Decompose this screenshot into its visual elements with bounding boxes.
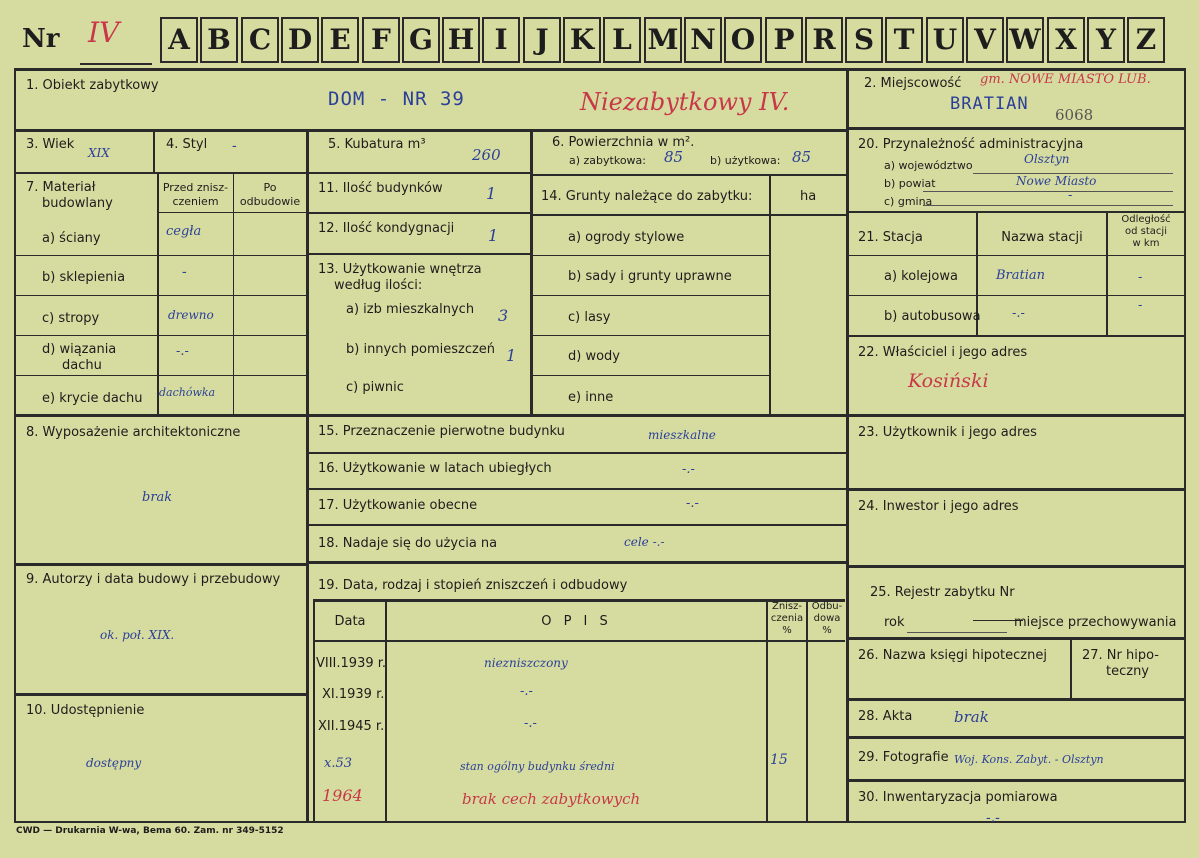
field-14c-label: c) lasy — [568, 310, 611, 325]
field-6b-value: 85 — [792, 148, 812, 166]
field-30-value: -.- — [986, 810, 1000, 826]
letter-tab: B — [200, 17, 238, 63]
letter-tab: S — [845, 17, 883, 63]
letter-tab: O — [724, 17, 762, 63]
field-20c-label: c) gmina — [884, 195, 933, 208]
field-29-label: 29. Fotografie — [858, 750, 949, 765]
field-7e-value: dachówka — [159, 386, 216, 399]
field-21-col-dist-3: w km — [1132, 238, 1160, 249]
field-19-col-rebuild-2: dowa — [813, 613, 841, 624]
field-1-note: Niezabytkowy IV. — [580, 88, 790, 116]
divider — [849, 565, 1184, 568]
field-19-col-destr: Znisz- — [771, 601, 803, 612]
printer-imprint: CWD — Drukarnia W-wa, Bema 60. Zam. nr 349-5152 — [16, 826, 284, 836]
field-19-col-date: Data — [334, 614, 366, 629]
field-7-col-before: Przed znisz- — [162, 181, 229, 194]
field-14e-label: e) inne — [568, 390, 614, 405]
field-19-row-2-date: XI.1939 r. — [322, 687, 385, 702]
field-20b-value: Nowe Miasto — [1016, 174, 1097, 188]
field-19-row-2-desc: -.- — [520, 684, 533, 699]
field-17-value: -.- — [686, 496, 699, 511]
field-13c-label: c) piwnic — [346, 380, 404, 395]
field-29-value: Woj. Kons. Zabyt. - Olsztyn — [954, 753, 1104, 766]
letter-tab: M — [644, 17, 682, 63]
field-18-value: cele -.- — [624, 535, 665, 549]
divider — [849, 488, 1184, 491]
divider — [14, 295, 308, 296]
field-19-row-3-date: XII.1945 r. — [318, 719, 385, 734]
field-6-label: 6. Powierzchnia w m². — [552, 135, 695, 150]
letter-tab: A — [160, 17, 198, 63]
divider — [309, 452, 846, 454]
field-21a-label: a) kolejowa — [884, 269, 958, 284]
field-28-value: brak — [954, 708, 989, 726]
divider — [849, 736, 1184, 739]
field-19-row-4-pct: 15 — [770, 752, 788, 768]
field-23-label: 23. Użytkownik i jego adres — [858, 425, 1037, 440]
field-19-row-1-date: VIII.1939 r. — [316, 656, 387, 671]
divider — [849, 255, 1184, 256]
field-19-col-destr-3: % — [782, 625, 792, 636]
divider — [849, 637, 1184, 640]
letter-tab: U — [926, 17, 964, 63]
divider — [769, 176, 771, 416]
divider — [313, 600, 315, 822]
divider — [849, 335, 1184, 337]
letter-tab: F — [362, 17, 400, 63]
field-8-value: brak — [142, 490, 173, 505]
field-6a-label: a) zabytkowa: — [569, 154, 646, 167]
letter-tab: H — [442, 17, 480, 63]
field-7d-value: -.- — [176, 344, 189, 359]
field-1-value: DOM - NR 39 — [328, 88, 465, 110]
divider — [309, 561, 846, 564]
field-13-label-2: według ilości: — [334, 278, 423, 293]
field-19-col-desc: O P I S — [541, 614, 612, 629]
divider — [309, 253, 531, 255]
letter-tab: C — [241, 17, 279, 63]
field-16-label: 16. Użytkowanie w latach ubiegłych — [318, 461, 552, 476]
field-19-row-3-desc: -.- — [524, 716, 537, 731]
letter-tab: E — [321, 17, 359, 63]
field-15-label: 15. Przeznaczenie pierwotne budynku — [318, 424, 565, 439]
divider — [533, 295, 769, 296]
field-7d-label: d) wiązania — [42, 342, 117, 357]
field-19-col-rebuild-3: % — [822, 625, 832, 636]
letter-tab: N — [684, 17, 722, 63]
divider — [533, 214, 846, 216]
divider — [14, 821, 1186, 823]
divider — [849, 698, 1184, 701]
divider — [309, 488, 846, 490]
fill-line — [923, 205, 1173, 206]
field-22-value: Kosiński — [908, 370, 989, 392]
field-19-label: 19. Data, rodzaj i stopień zniszczeń i odbudowy — [318, 578, 628, 593]
divider — [14, 335, 308, 336]
divider — [309, 172, 531, 174]
field-15-value: mieszkalne — [648, 428, 716, 442]
field-21-label: 21. Stacja — [858, 230, 923, 245]
letter-tab: Y — [1087, 17, 1125, 63]
field-9-value: ok. poł. XIX. — [100, 628, 175, 642]
field-13b-value: 1 — [506, 346, 517, 365]
field-12-value: 1 — [488, 226, 499, 245]
field-16-value: -.- — [682, 462, 695, 477]
divider — [14, 68, 1186, 71]
field-22-label: 22. Właściciel i jego adres — [858, 345, 1028, 360]
divider — [14, 375, 308, 376]
field-7-label-2: budowlany — [42, 196, 113, 211]
field-27-label: 27. Nr hipo- — [1082, 648, 1159, 663]
field-7a-label: a) ściany — [42, 231, 101, 246]
field-28-label: 28. Akta — [858, 709, 913, 724]
field-14d-label: d) wody — [568, 349, 620, 364]
field-3-value: XIX — [88, 146, 110, 160]
field-7-col-after-2: odbudowie — [239, 195, 301, 208]
field-24-label: 24. Inwestor i jego adres — [858, 499, 1019, 514]
divider — [533, 375, 769, 376]
field-7-col-after: Po — [263, 181, 277, 194]
field-5-label: 5. Kubatura m³ — [328, 137, 426, 152]
field-4-value: - — [232, 138, 237, 154]
field-13a-label: a) izb mieszkalnych — [346, 302, 475, 317]
divider — [14, 70, 16, 822]
field-17-label: 17. Użytkowanie obecne — [318, 498, 478, 513]
field-20b-label: b) powiat — [884, 177, 936, 190]
field-7c-label: c) stropy — [42, 311, 100, 326]
divider — [846, 127, 1186, 130]
field-20a-value: Olsztyn — [1024, 152, 1070, 166]
field-7-col-before-2: czeniem — [172, 195, 219, 208]
field-4-label: 4. Styl — [166, 137, 208, 152]
field-27-label-2: teczny — [1106, 664, 1149, 679]
letter-tab: J — [523, 17, 561, 63]
field-11-value: 1 — [486, 184, 497, 203]
field-14-label: 14. Grunty należące do zabytku: — [541, 189, 753, 204]
divider — [157, 174, 159, 414]
divider — [849, 779, 1184, 782]
field-21b-dist: - — [1138, 298, 1143, 313]
letter-tab: Z — [1127, 17, 1165, 63]
letter-tab: V — [966, 17, 1004, 63]
letter-tab: K — [563, 17, 601, 63]
field-21b-name: -.- — [1012, 306, 1025, 321]
field-21b-label: b) autobusowa — [884, 309, 981, 324]
field-7b-label: b) sklepienia — [42, 270, 126, 285]
field-20c-value: - — [1068, 188, 1073, 203]
letter-tab: T — [885, 17, 923, 63]
field-19-row-4-date: x.53 — [324, 756, 353, 771]
field-6b-label: b) użytkowa: — [710, 154, 781, 167]
field-14-unit: ha — [800, 189, 817, 204]
field-19-row-1-desc: niezniszczony — [484, 656, 568, 670]
divider — [306, 130, 309, 822]
divider — [14, 693, 308, 696]
divider — [1184, 70, 1186, 822]
divider — [157, 212, 307, 213]
field-20-label: 20. Przynależność administracyjna — [858, 137, 1084, 152]
letter-tab: P — [765, 17, 803, 63]
field-11-label: 11. Ilość budynków — [318, 181, 443, 196]
field-26-label: 26. Nazwa księgi hipotecznej — [858, 648, 1047, 663]
field-8-label: 8. Wyposażenie architektoniczne — [26, 425, 241, 440]
field-14a-label: a) ogrody stylowe — [568, 230, 685, 245]
field-13-label: 13. Użytkowanie wnętrza — [318, 262, 482, 277]
fill-line — [923, 191, 1173, 192]
letter-tab: D — [281, 17, 319, 63]
field-7-label: 7. Materiał — [26, 180, 96, 195]
divider — [309, 524, 846, 526]
divider — [14, 172, 308, 174]
field-18-label: 18. Nadaje się do użycia na — [318, 536, 498, 551]
divider — [153, 130, 155, 172]
divider — [385, 600, 387, 822]
field-14b-label: b) sady i grunty uprawne — [568, 269, 732, 284]
field-7c-value: drewno — [168, 308, 214, 322]
divider — [533, 335, 769, 336]
field-25-place-label: miejsce przechowywania — [1014, 615, 1177, 630]
field-7e-label: e) krycie dachu — [42, 391, 143, 406]
field-10-value: dostępny — [86, 756, 142, 770]
divider — [849, 211, 1184, 213]
field-21-col-name: Nazwa stacji — [1001, 230, 1083, 245]
divider — [846, 70, 849, 822]
field-12-label: 12. Ilość kondygnacji — [318, 221, 455, 236]
divider — [849, 414, 1184, 417]
divider — [309, 212, 531, 214]
field-3-label: 3. Wiek — [26, 137, 75, 152]
field-9-label: 9. Autorzy i data budowy i przebudowy — [26, 572, 281, 587]
field-30-label: 30. Inwentaryzacja pomiarowa — [858, 790, 1058, 805]
field-25-label: 25. Rejestr zabytku Nr — [870, 585, 1015, 600]
divider — [849, 295, 1184, 296]
field-20a-label: a) województwo — [884, 159, 973, 172]
divider — [1070, 640, 1072, 698]
field-10-label: 10. Udostępnienie — [26, 703, 145, 718]
field-19-row-5-date: 1964 — [322, 786, 363, 805]
letter-tab: R — [805, 17, 843, 63]
nr-value: IV — [88, 16, 120, 49]
field-21a-dist: - — [1138, 270, 1143, 285]
divider — [14, 414, 846, 417]
letter-tab: W — [1006, 17, 1044, 63]
divider — [14, 129, 846, 132]
letter-tab: I — [482, 17, 520, 63]
nr-label: Nr — [22, 24, 60, 54]
field-21a-name: Bratian — [996, 268, 1046, 283]
letter-tab: X — [1047, 17, 1085, 63]
divider — [533, 255, 769, 256]
field-19-col-rebuild: Odbu- — [811, 601, 843, 612]
field-7d-label-2: dachu — [62, 358, 102, 373]
field-7b-value: - — [182, 264, 187, 280]
field-25-year-label: rok — [884, 615, 905, 630]
field-2-label: 2. Miejscowość — [864, 76, 962, 91]
field-19-row-5-desc: brak cech zabytkowych — [462, 790, 641, 808]
field-2-note: gm. NOWE MIASTO LUB. — [980, 72, 1151, 87]
field-2-code: 6068 — [1055, 106, 1094, 124]
field-7a-value: cegła — [166, 224, 202, 239]
field-19-col-destr-2: czenia — [770, 613, 804, 624]
field-21-col-dist: Odległość — [1121, 214, 1171, 225]
field-13b-label: b) innych pomieszczeń — [346, 342, 496, 357]
field-19-row-4-desc: stan ogólny budynku średni — [460, 760, 615, 773]
fill-line — [907, 632, 1007, 633]
letter-tab: G — [402, 17, 440, 63]
field-6a-value: 85 — [664, 148, 684, 166]
divider — [233, 174, 234, 414]
field-5-value: 260 — [472, 146, 501, 164]
letter-tab: L — [603, 17, 641, 63]
field-1-label: 1. Obiekt zabytkowy — [26, 78, 159, 93]
divider — [533, 174, 846, 176]
field-2-value: BRATIAN — [950, 94, 1029, 114]
divider — [14, 563, 308, 566]
divider — [14, 255, 308, 256]
field-21-col-dist-2: od stacji — [1125, 226, 1167, 237]
field-13a-value: 3 — [498, 306, 509, 325]
